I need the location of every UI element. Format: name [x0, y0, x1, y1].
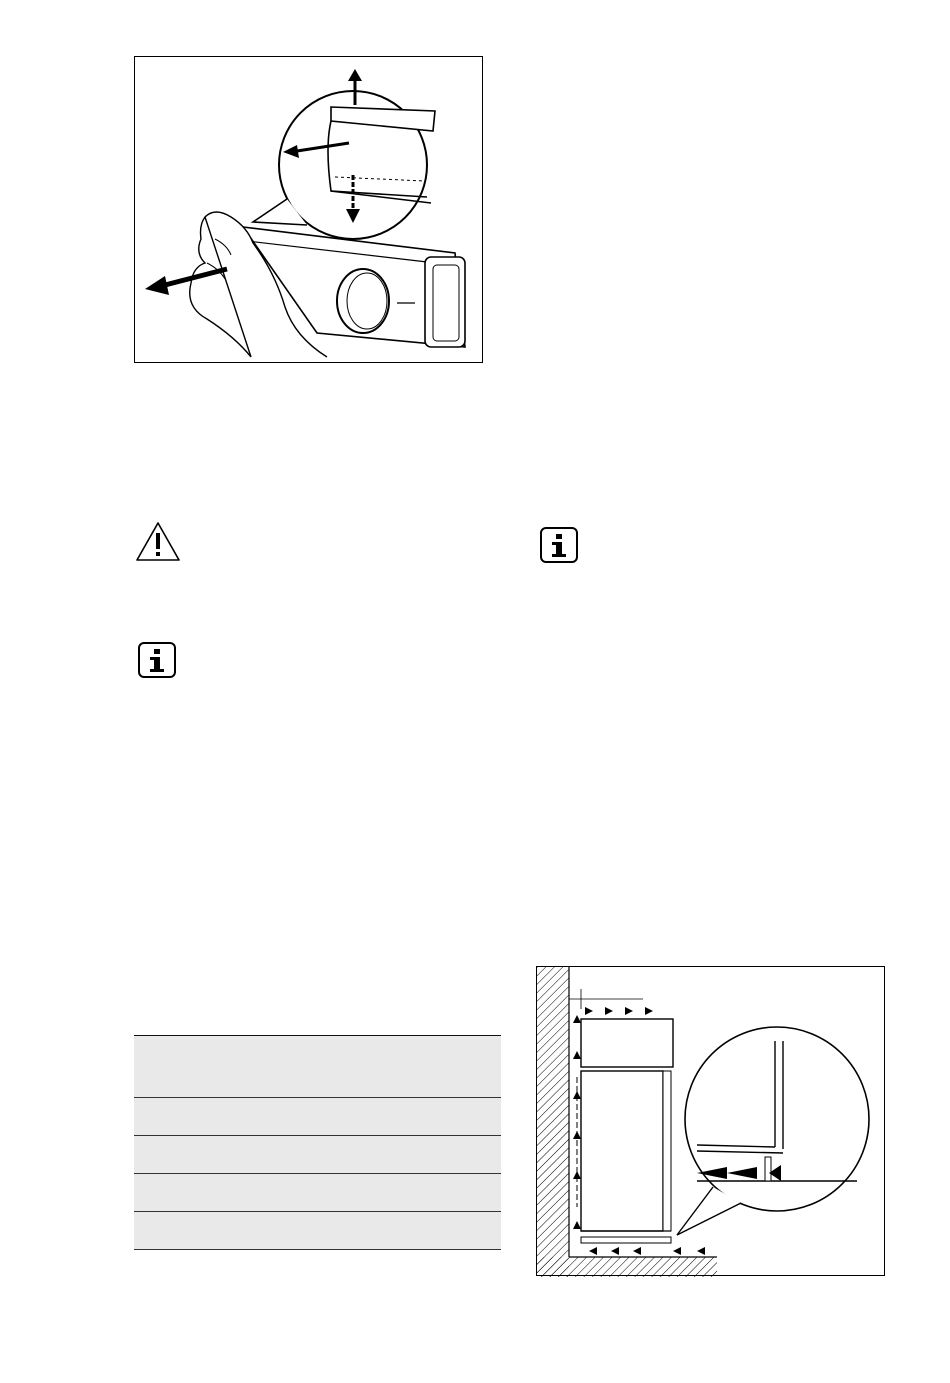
control-panel-illustration [135, 57, 484, 364]
installation-illustration [537, 967, 886, 1277]
spec-table [134, 1035, 501, 1250]
table-cell [318, 1212, 502, 1250]
installation-figure [536, 966, 885, 1276]
table-header-cell [134, 1036, 318, 1098]
table-row [134, 1174, 501, 1212]
table-cell [134, 1098, 318, 1136]
table-header-row [134, 1036, 501, 1098]
table-cell [318, 1174, 502, 1212]
table-cell [134, 1174, 318, 1212]
warning-triangle-icon [135, 520, 181, 562]
table-row [134, 1212, 501, 1250]
table-cell [318, 1098, 502, 1136]
control-panel-figure [134, 56, 483, 363]
table-header-cell [318, 1036, 502, 1098]
table-cell [318, 1136, 502, 1174]
table-cell [134, 1136, 318, 1174]
info-icon [539, 526, 579, 564]
table-row [134, 1098, 501, 1136]
table-row [134, 1136, 501, 1174]
table-cell [134, 1212, 318, 1250]
info-icon [137, 641, 177, 679]
